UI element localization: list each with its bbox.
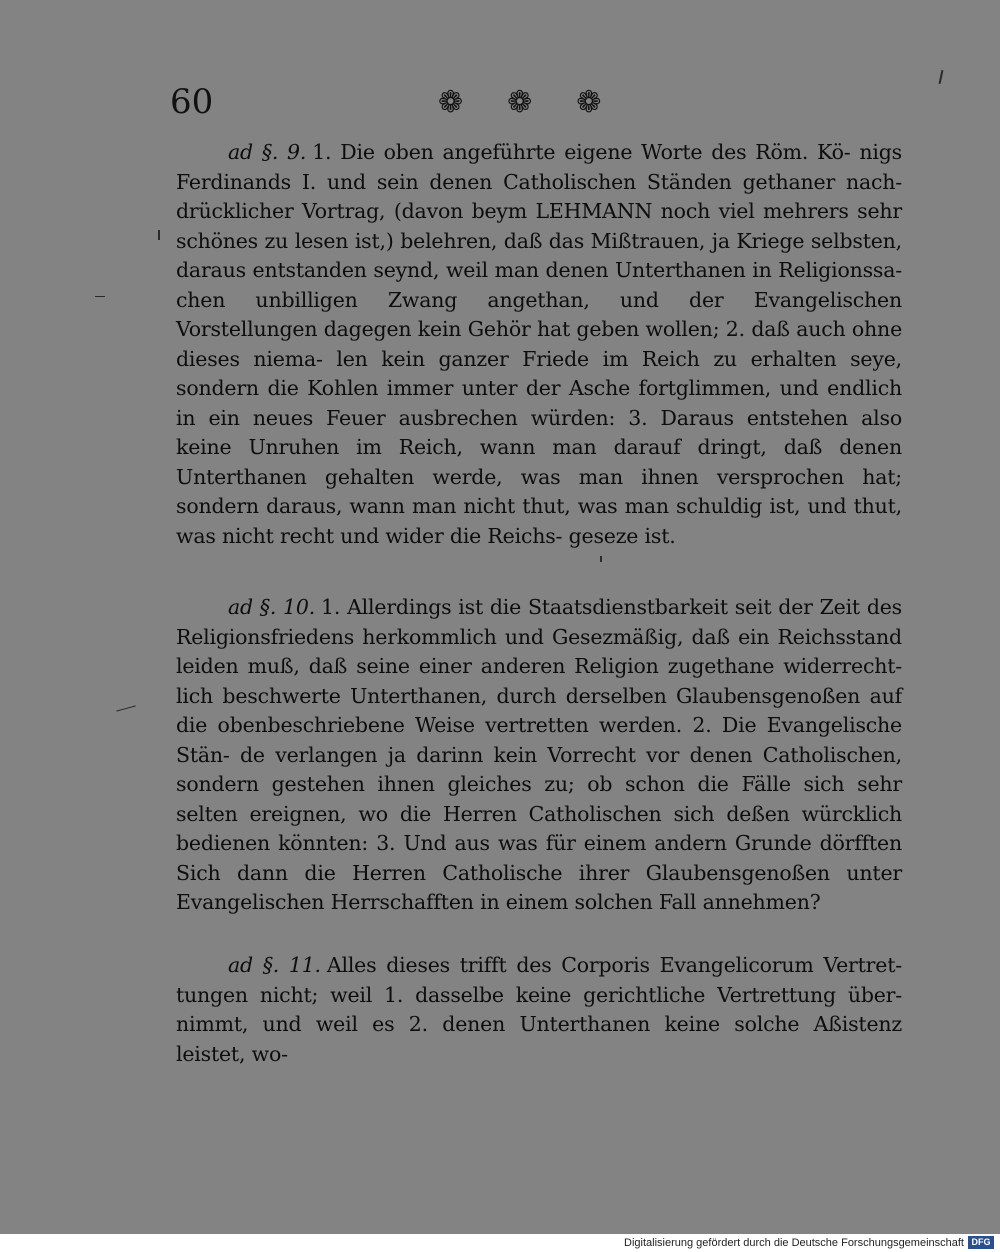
ornament-icon: ❁ xyxy=(438,85,464,120)
paragraph-reference: ad §. 11. xyxy=(228,953,321,977)
ornament-icon: ❁ xyxy=(576,85,602,120)
footer xyxy=(0,1234,1000,1252)
scan-speck xyxy=(600,556,602,562)
dfg-logo: DFG xyxy=(968,1236,994,1249)
paragraph-ad-11 xyxy=(176,951,902,1069)
paragraph-reference: ad §. 9. xyxy=(228,140,307,164)
ornament-icon: ❁ xyxy=(507,85,533,120)
scan-speck xyxy=(158,230,160,240)
page-header xyxy=(170,78,910,126)
funding-notice: Digitalisierung gefördert durch die Deutsche Forschungsgemeinschaft xyxy=(624,1237,964,1249)
scan-speck xyxy=(939,70,944,84)
scan-speck xyxy=(116,705,136,711)
paragraph-ad-10 xyxy=(176,593,902,918)
paragraph-ad-9 xyxy=(176,138,902,551)
paragraph-reference: ad §. 10. xyxy=(228,595,316,619)
scan-speck xyxy=(95,296,105,297)
paragraph-text: Alles dieses trifft des Corporis Evangelicorum Vertret- tungen nicht; weil 1. dasselbe keine gerichtliche Vertrettung über- nimmt, und weil es 2. denen Unterthanen keine solche Aßistenz leistet, wo- xyxy=(176,953,902,1066)
paragraph-text: 1. Die oben angeführte eigene Worte des Röm. Kö- nigs Ferdinands I. und sein denen Catholischen Ständen gethaner nach- drücklicher Vortrag, (davon beym LEHMANN noch viel mehrers sehr schönes zu lesen ist,) belehren, daß das Mißtrauen, ja Kriege selbsten, daraus entstanden seynd, weil man denen Unterthanen in Religionssa- chen unbilligen Zwang angethan, und der Evangelischen Vorstellungen dagegen kein Gehör hat geben wollen; 2. daß auch ohne dieses niema- len kein ganzer Friede im Reich zu erhalten seye, sondern die Kohlen immer unter der Asche fortglimmen, und endlich in ein neues Feuer ausbrechen würden: 3. Daraus entstehen also keine Unruhen im Reich, wann man darauf dringt, daß denen Unterthanen gehalten werde, was man ihnen versprochen hat; sondern daraus, wann man nicht thut, was man schuldig ist, und thut, was nicht recht und wider die Reichs- geseze ist. xyxy=(176,140,902,548)
page-number: 60 xyxy=(170,82,214,122)
paragraph-text: 1. Allerdings ist die Staatsdienstbarkeit seit der Zeit des Religionsfriedens herkommlich und Gesezmäßig, daß ein Reichsstand leiden muß, daß seine einer anderen Religion zugethane widerrecht- lich beschwerte Unterthanen, durch derselben Glaubensgenoßen auf die obenbeschriebene Weise vertretten werden. 2. Die Evangelische Stän- de verlangen ja darinn kein Vorrecht vor denen Catholischen, sondern gestehen ihnen gleiches zu; ob schon die Fälle sich sehr selten ereignen, wo die Herren Catholischen sich deßen würcklich bedienen könnten: 3. Und aus was für einem andern Grunde dörfften Sich dann die Herren Catholische ihrer Glaubensgenoßen unter Evangelischen Herrschafften in einem solchen Fall annehmen? xyxy=(176,595,902,914)
header-ornaments xyxy=(438,86,601,120)
